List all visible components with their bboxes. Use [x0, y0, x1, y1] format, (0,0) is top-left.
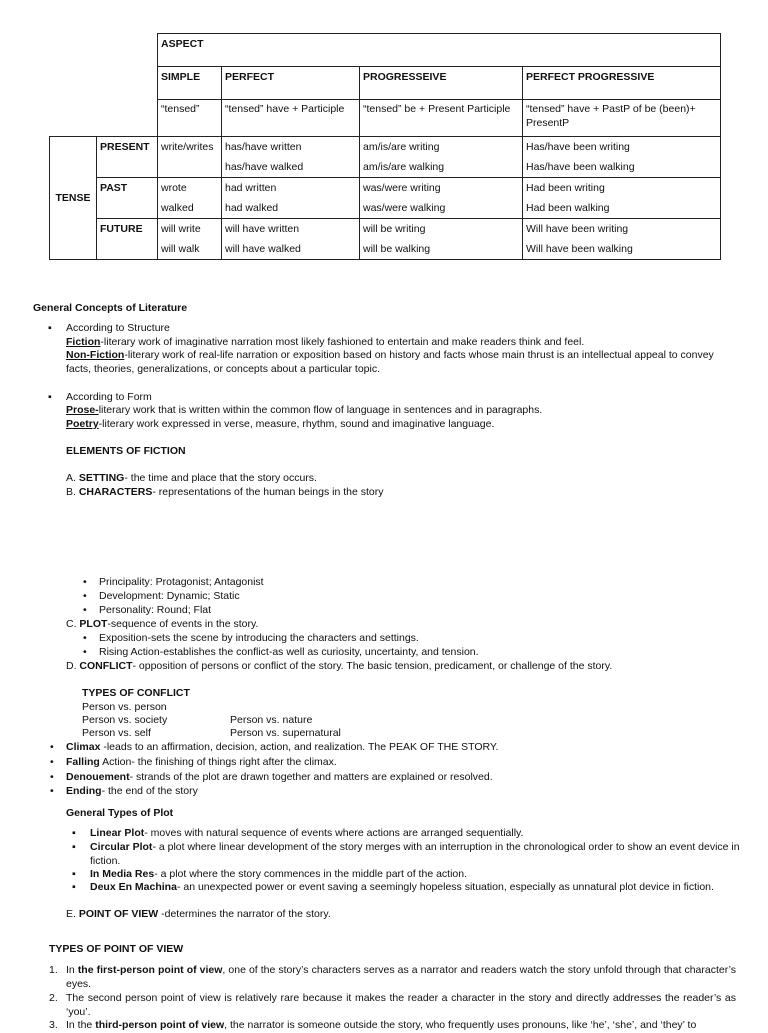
table-cell: had written had walked	[222, 178, 360, 219]
col-header-perfect-progressive: PERFECT PROGRESSIVE	[523, 67, 721, 100]
form-heading: ▪ According to Form	[66, 391, 152, 405]
aspect-header: ASPECT	[158, 34, 721, 67]
plot-type-linear: ▪ Linear Plot- moves with natural sequence of events where actions are arranged sequentially.	[90, 827, 523, 841]
table-cell: has/have written has/have walked	[222, 137, 360, 178]
plot-part-ending: • Ending- the end of the story	[66, 785, 198, 799]
pov-third-person: In the third-person point of view, the narrator is someone outside the story, who frequently uses pronouns, like ‘he’, ‘she’, and ‘they’ to	[66, 1019, 697, 1031]
table-cell: Has/have been writing Has/have been walking	[523, 137, 721, 178]
formula-progressive: “tensed” be + Present Participle	[360, 100, 523, 137]
col-header-progressive: PROGRESSEIVE	[360, 67, 523, 100]
element-setting: A. SETTING- the time and place that the story occurs.	[66, 472, 317, 484]
tense-label: TENSE	[50, 137, 97, 260]
list-item: • Principality: Protagonist; Antagonist	[99, 576, 264, 590]
list-item: • Development: Dynamic; Static	[99, 590, 240, 604]
conflict-type: Person vs. society	[82, 714, 168, 726]
section-title-concepts: General Concepts of Literature	[33, 302, 188, 314]
table-cell: will be writing will be walking	[360, 219, 523, 260]
conflict-type: Person vs. nature	[230, 714, 313, 726]
list-item: • Rising Action-establishes the conflict-as well as curiosity, uncertainty, and tension.	[99, 646, 479, 660]
element-conflict: D. CONFLICT- opposition of persons or conflict of the story. The basic tension, predicament, or challenge of the story.	[66, 660, 613, 672]
plot-part-denouement: • Denouement- strands of the plot are drawn together and matters are explained or resolved.	[66, 771, 493, 785]
plot-type-circular: ▪ Circular Plot- a plot where linear development of the story merges with an interruption in the chronological order to show an event device in fiction.	[90, 841, 742, 868]
formula-perfect-progressive: “tensed” have + PastP of be (been)+ PresentP	[523, 100, 721, 137]
section-title-elements: ELEMENTS OF FICTION	[66, 445, 186, 457]
list-item: • Personality: Round; Flat	[99, 604, 211, 618]
plot-type-in-media-res: ▪ In Media Res- a plot where the story commences in the middle part of the action.	[90, 868, 467, 882]
formula-perfect: “tensed” have + Participle	[222, 100, 360, 137]
element-point-of-view: E. POINT OF VIEW -determines the narrator of the story.	[66, 908, 331, 920]
table-cell: am/is/are writing am/is/are walking	[360, 137, 523, 178]
col-header-perfect: PERFECT	[222, 67, 360, 100]
pov-second-person: The second person point of view is relatively rare because it makes the reader a character in the story and directly addresses the reader’s as ‘you’.	[66, 992, 736, 1018]
table-cell: wrote walked	[158, 178, 222, 219]
pov-types-title: TYPES OF POINT OF VIEW	[49, 943, 184, 955]
poetry-definition: Poetry-literary work expressed in verse, measure, rhythm, sound and imaginative language.	[66, 418, 495, 430]
tense-aspect-table	[49, 33, 721, 260]
row-label-past: PAST	[97, 178, 158, 219]
table-cell: was/were writing was/were walking	[360, 178, 523, 219]
conflict-type: Person vs. person	[82, 701, 167, 713]
list-number: 1.	[49, 964, 58, 976]
plot-type-deux-en-machina: ▪ Deux En Machina- an unexpected power or event saving a seemingly hopeless situation, especially as unnatural plot device in fiction.	[90, 881, 714, 895]
conflict-type: Person vs. self	[82, 727, 151, 739]
row-label-present: PRESENT	[97, 137, 158, 178]
table-cell: will have written will have walked	[222, 219, 360, 260]
table-cell: will write will walk	[158, 219, 222, 260]
row-label-future: FUTURE	[97, 219, 158, 260]
table-cell: Had been writing Had been walking	[523, 178, 721, 219]
plot-types-title: General Types of Plot	[66, 807, 174, 819]
element-plot: C. PLOT-sequence of events in the story.	[66, 618, 259, 630]
pov-first-person: In the first-person point of view, one of the story’s characters serves as a narrator and readers watch the story unfold through that character’s eyes.	[66, 964, 736, 990]
list-item: • Exposition-sets the scene by introducing the characters and settings.	[99, 632, 419, 646]
prose-definition: Prose-literary work that is written within the common flow of language in sentences and in paragraphs.	[66, 404, 543, 416]
conflict-type: Person vs. supernatural	[230, 727, 341, 739]
list-number: 3.	[49, 1019, 58, 1031]
plot-part-falling: • Falling Action- the finishing of things right after the climax.	[66, 756, 337, 770]
nonfiction-definition: Non-Fiction-literary work of real-life narration or exposition based on history and facts whose main thrust is an intellectual appeal to convey facts, theories, generalizations, or concepts about a particular topic.	[66, 349, 714, 375]
formula-simple: “tensed”	[158, 100, 222, 137]
list-number: 2.	[49, 992, 58, 1004]
conflict-title: TYPES OF CONFLICT	[82, 687, 190, 699]
fiction-definition: Fiction-literary work of imaginative narration most likely fashioned to entertain and make readers think and feel.	[66, 336, 585, 348]
col-header-simple: SIMPLE	[158, 67, 222, 100]
table-cell: write/writes	[158, 137, 222, 178]
plot-part-climax: • Climax -leads to an affirmation, decision, action, and realization. The PEAK OF THE STORY.	[66, 741, 498, 755]
structure-heading: ▪ According to Structure	[66, 322, 170, 336]
table-cell: Will have been writing Will have been walking	[523, 219, 721, 260]
element-characters: B. CHARACTERS- representations of the human beings in the story	[66, 486, 384, 498]
